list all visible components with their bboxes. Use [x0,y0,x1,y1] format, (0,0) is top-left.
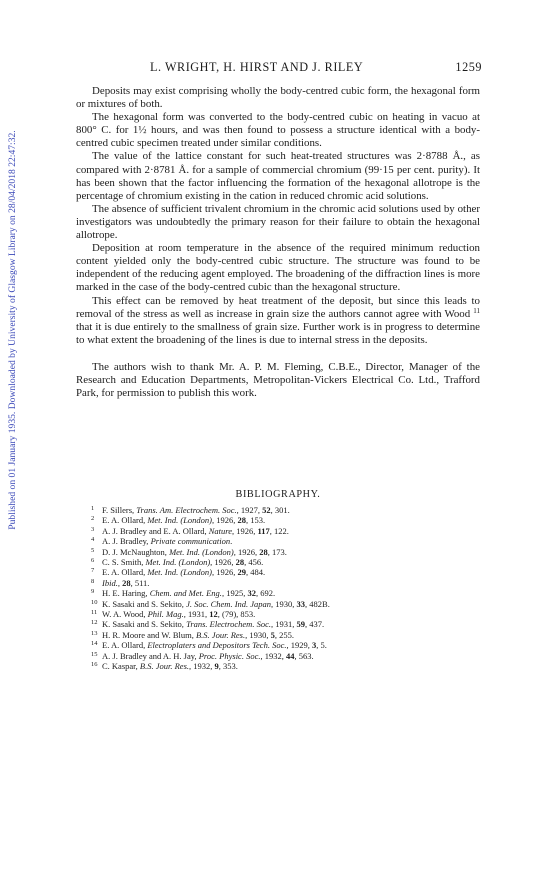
reference-pages: , 5. [316,640,327,651]
reference-journal: B.S. Jour. Res. [139,661,190,672]
reference-author: A. J. Bradley and E. A. Ollard, [102,525,209,536]
reference-pages: , 437. [304,619,325,630]
paragraph: The absence of sufficient trivalent chromium in the chromic acid solutions used by other investigators was undoubtedly the primary reason for their failure to obtain the hexagonal allotrope. [76,202,480,242]
reference-volume: 33 [296,598,306,609]
reference-number: 9 [91,588,95,596]
reference-volume: 9 [214,661,219,672]
reference-pages: , (79), 853. [217,609,256,620]
bibliography-entry [93,640,493,650]
reference-number: 15 [91,650,98,658]
reference-superscript: 11 [473,306,480,315]
paragraph: The value of the lattice constant for such heat-treated structures was 2·8788 Å., as compared with 2·8781 Å. for a sample of commercial chromium (99·15 per cent. purity). It has been shown that the factor influencing the formation of the hexagonal allotrope is the percentage of chromium existing in the cation in reduced chromic acid solutions. [76,150,480,202]
reference-author: K. Sasaki and S. Sekito, [102,598,187,609]
reference-number: 6 [91,557,95,565]
reference-pages: , 511. [130,577,150,588]
reference-author: K. Sasaki and S. Sekito, [102,619,187,630]
bibliography-entry [93,526,493,536]
reference-volume: 28 [235,557,245,568]
reference-author: C. Kaspar, [102,661,140,672]
bibliography-entry [93,557,493,567]
reference-journal: Electroplaters and Depositors Tech. Soc. [147,640,287,651]
reference-number: 1 [91,505,95,512]
reference-journal: Ibid. [102,577,118,588]
reference-pages: , 482B. [305,598,330,609]
reference-number: 8 [91,577,95,585]
reference-author: E. A. Ollard, [102,640,148,651]
reference-year: , 1925, [221,588,248,599]
reference-year: , 1932, [189,661,215,672]
reference-author: H. R. Moore and W. Blum, [102,629,196,640]
reference-journal: B.S. Jour. Res. [195,629,246,640]
reference-journal: Met. Ind. (London) [147,515,213,526]
reference-journal: Met. Ind. (London) [145,557,211,568]
reference-number: 3 [91,525,95,533]
reference-pages: , 255. [274,629,294,640]
reference-year: , 1926, [212,515,238,526]
reference-author: A. J. Bradley and A. H. Jay, [102,650,199,661]
reference-number: 11 [91,609,98,617]
paragraph: Deposition at room temperature in the absence of the required minimum reduction content yielded only the body-centred cubic structure. The structure was found to be independent of the reducing agent employed. The broadening of the diffraction lines is more marked in the case of the body-centred cubic than the hexagonal structure. [76,242,480,294]
reference-number: 7 [91,567,95,575]
bibliography-entry [93,651,493,661]
reference-journal: Trans. Electrochem. Soc. [186,619,271,630]
reference-pages: , 456. [244,557,264,568]
reference-author: C. S. Smith, [102,557,146,568]
reference-year: , 1926, [232,525,258,536]
reference-volume: 3 [311,640,317,651]
reference-volume: 59 [296,619,305,630]
reference-year: , 1926, [233,546,260,557]
paragraph: The hexagonal form was converted to the body-centred cubic on heating in vacuo at 800° C. for 1½ hours, and was then found to possess a structure identical with a body-centred cubic specimen treated under similar conditions. [76,111,480,150]
reference-year: , [117,577,123,588]
reference-year: , 1931, [270,619,297,630]
reference-pages: , 301. [270,505,290,515]
reference-number: 13 [91,629,98,637]
reference-volume: 52 [262,505,271,515]
reference-year: , 1932, [260,650,286,661]
reference-number: 12 [91,619,98,627]
paragraph: Deposits may exist comprising wholly the body-centred cubic form, the hexagonal form or mixtures of both. [76,85,480,111]
bibliography-entry [93,609,493,619]
reference-year: , 1926, [210,557,236,568]
reference-number: 5 [91,546,95,554]
reference-journal: Phil. Mag. [147,609,184,620]
reference-volume: 12 [209,609,218,620]
reference-number: 10 [91,598,98,606]
bibliography-entry [93,536,493,546]
reference-author: A. J. Bradley, [102,536,151,547]
bibliography-entry [93,505,493,515]
reference-journal: Chem. and Met. Eng. [149,588,222,599]
reference-author: F. Sillers, [102,505,137,515]
reference-year: . [230,536,233,547]
bibliography-entry [93,619,493,629]
reference-pages: , 173. [267,546,287,557]
bibliography-entry [93,588,493,598]
reference-journal: Proc. Physic. Soc. [198,650,261,661]
reference-journal: J. Soc. Chem. Ind. Japan [186,598,272,609]
reference-journal: Met. Ind. (London) [169,546,234,557]
reference-journal: Private communication [150,536,231,547]
reference-year: , 1930, [245,629,271,640]
download-stamp-text: Published on 01 January 1935. Downloaded by University of Glasgow Library on 28/04/2018 22:47:32. [7,130,18,530]
reference-year: , 1931, [183,609,210,620]
bibliography-entry [93,567,493,577]
reference-number: 16 [91,661,98,669]
reference-pages: , 122. [269,525,289,536]
bibliography-list [93,505,493,672]
bibliography-entry [93,630,493,640]
reference-number: 2 [91,515,95,523]
bibliography-heading: BIBLIOGRAPHY. [235,489,321,500]
acknowledgement: The authors wish to thank Mr. A. P. M. Fleming, C.B.E., Director, Manager of the Research and Education Departments, Metropolitan-Vickers Electrical Co. Ltd., Trafford Park, for permission to publish this work. [76,360,480,400]
reference-pages: , 563. [294,650,314,661]
reference-pages: , 153. [246,515,266,526]
reference-year: , 1929, [286,640,312,651]
reference-volume: 28 [259,546,268,557]
paragraph [76,295,480,347]
paragraph-text: This effect can be removed by heat treatment of the deposit, but since this leads to removal of the stress as well as increase in grain size the authors cannot agree with Wood [76,294,480,320]
reference-number: 14 [91,640,98,648]
reference-volume: 5 [270,629,275,640]
bibliography-entry [93,661,493,671]
reference-author: H. E. Haring, [102,588,150,599]
reference-volume: 44 [285,650,295,661]
bibliography-entry [93,515,493,525]
bibliography-entry [93,599,493,609]
reference-volume: 28 [122,577,131,588]
paragraph-text: that it is due entirely to the smallness of grain size. Further work is in progress to determine to what extent the broadening of the lines is due to internal stress in the deposits. [76,320,480,346]
bibliography-entry [93,578,493,588]
body-text [76,85,480,400]
reference-author: W. A. Wood, [102,609,148,620]
reference-author: E. A. Ollard, [102,567,148,578]
reference-journal: Met. Ind. (London) [147,567,213,578]
reference-author: E. A. Ollard, [102,515,148,526]
page-number: 1259 [455,60,482,74]
reference-pages: , 484. [246,567,266,578]
bibliography-entry [93,547,493,557]
page-header [150,60,482,76]
reference-year: , 1930, [271,598,297,609]
reference-year: , 1927, [236,505,263,515]
running-title: L. WRIGHT, H. HIRST AND J. RILEY [150,60,364,74]
reference-author: D. J. McNaughton, [102,546,170,557]
reference-year: , 1926, [212,567,238,578]
reference-pages: , 692. [255,588,276,599]
reference-volume: 32 [247,588,256,599]
reference-volume: 117 [257,525,270,536]
download-stamp [0,80,26,580]
reference-number: 4 [91,536,95,544]
reference-volume: 29 [237,567,247,578]
reference-journal: Nature [208,525,232,536]
reference-journal: Trans. Am. Electrochem. Soc. [136,505,237,515]
reference-pages: , 353. [218,661,238,672]
reference-volume: 28 [237,515,247,526]
